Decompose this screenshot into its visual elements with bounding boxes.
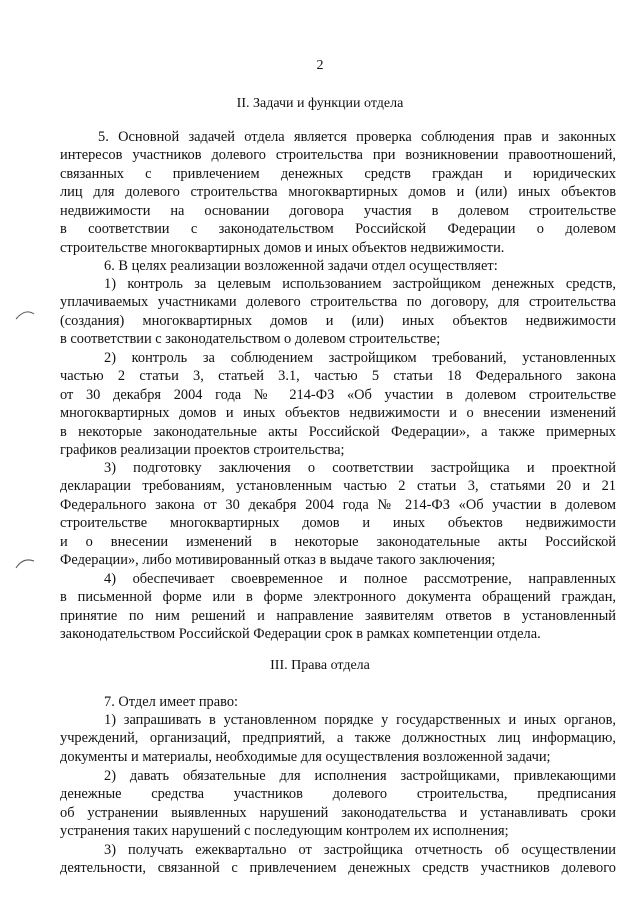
text-line: частью 2 статьи 3, статьей 3.1, частью 5 статьи 18 Федерального закона [60,368,616,385]
text-line: 4) обеспечивает своевременное и полное рассмотрение, направленных [104,571,616,587]
text-line: в соответствии с законодательством о долевом строительстве; [60,331,441,348]
text-line: 7. Отдел имеет право: [104,694,239,710]
paragraph-6-item-4 [60,570,616,644]
text-line: 1) запрашивать в установленном порядке у государственных и иных органов, [104,712,616,728]
text-line: принятие по ним решений и направление заявителям ответов в установленный [60,607,616,624]
punch-hole-mark [14,306,36,322]
text-line: связанных с привлечением денежных средств граждан и юридических [60,165,616,182]
text-line: декларации требованиям, установленным частью 2 статьи 3, статьями 20 и 21 [60,478,616,495]
text-line: Федерального закона от 30 декабря 2004 года № 214-ФЗ «Об участии в долевом [60,496,616,513]
text-line: 3) получать ежеквартально от застройщика отчетность об осуществлении [104,842,616,858]
paragraph-6 [60,257,616,275]
paragraph-7-item-1 [60,711,616,766]
text-line: графиков реализации проектов строительства; [60,442,345,459]
text-line: устранения таких нарушений с последующим контролем их исполнения; [60,823,509,840]
text-line: строительстве многоквартирных домов и иных объектов недвижимости. [60,239,505,256]
text-line: недвижимости на основании договора участия в долевом строительстве [60,202,616,219]
text-line: 2) контроль за соблюдением застройщиком требований, установленных [104,350,616,366]
text-line: лиц для долевого строительства многоквартирных домов и (или) иных объектов [60,184,616,201]
text-line: Федерации», либо мотивированный отказ в выдаче такого заключения; [60,552,496,569]
paragraph-7-item-3 [60,841,616,878]
paragraph-5 [60,128,616,257]
text-line: деятельности, связанной с привлечением денежных средств участников долевого [60,860,616,877]
paragraph-7 [60,693,616,711]
text-line: интересов участников долевого строительства при возникновении правоотношений, [60,147,616,164]
text-line: денежные средства участников долевого строительства, предписания [60,786,616,803]
text-line: строительстве многоквартирных домов и иных объектов недвижимости [60,515,616,532]
text-line: (создания) многоквартирных домов и (или) иных объектов недвижимости [60,312,616,329]
text-line: 2) давать обязательные для исполнения застройщиками, привлекающими [104,768,616,784]
section-3-title: III. Права отдела [270,658,370,673]
text-line: 5. Основной задачей отдела является проверка соблюдения прав и законных [98,129,616,145]
section-2-title: II. Задачи и функции отдела [236,96,404,111]
text-line: документы и материалы, необходимые для осуществления возложенной задачи; [60,748,551,765]
paragraph-6-item-1 [60,275,616,349]
text-line: и о внесении изменений в некоторые законодательные акты Российской [60,533,616,550]
text-line: от 30 декабря 2004 года № 214-ФЗ «Об участии в долевом строительстве [60,386,616,403]
text-line: уплачиваемых участниками долевого строительства по договору, для строительства [60,294,616,311]
text-line: 6. В целях реализации возложенной задачи отдел осуществляет: [104,258,498,274]
text-line: об устранении выявленных нарушений законодательства и устанавливать сроки [60,804,616,821]
text-line: 1) контроль за целевым использованием застройщиком денежных средств, [104,276,616,292]
punch-hole-mark [14,555,36,571]
text-line: 3) подготовку заключения о соответствии застройщика и проектной [104,460,616,476]
text-line: в письменной форме или в форме электронного документа обращений граждан, [60,589,616,606]
paragraph-6-item-3 [60,459,616,570]
text-line: законодательством Российской Федерации срок в рамках компетенции отдела. [60,626,541,643]
text-line: многоквартирных домов и иных объектов недвижимости и о внесении изменений [60,405,616,422]
paragraph-7-item-2 [60,767,616,841]
text-line: учреждений, организаций, предприятий, а также должностных лиц информацию, [60,730,616,747]
page-number: 2 [316,58,324,73]
text-line: в некоторые законодательные акты Российской Федерации», а также примерных [60,423,616,440]
text-line: в соответствии с законодательством Российской Федерации о долевом [60,221,616,238]
paragraph-6-item-2 [60,349,616,460]
